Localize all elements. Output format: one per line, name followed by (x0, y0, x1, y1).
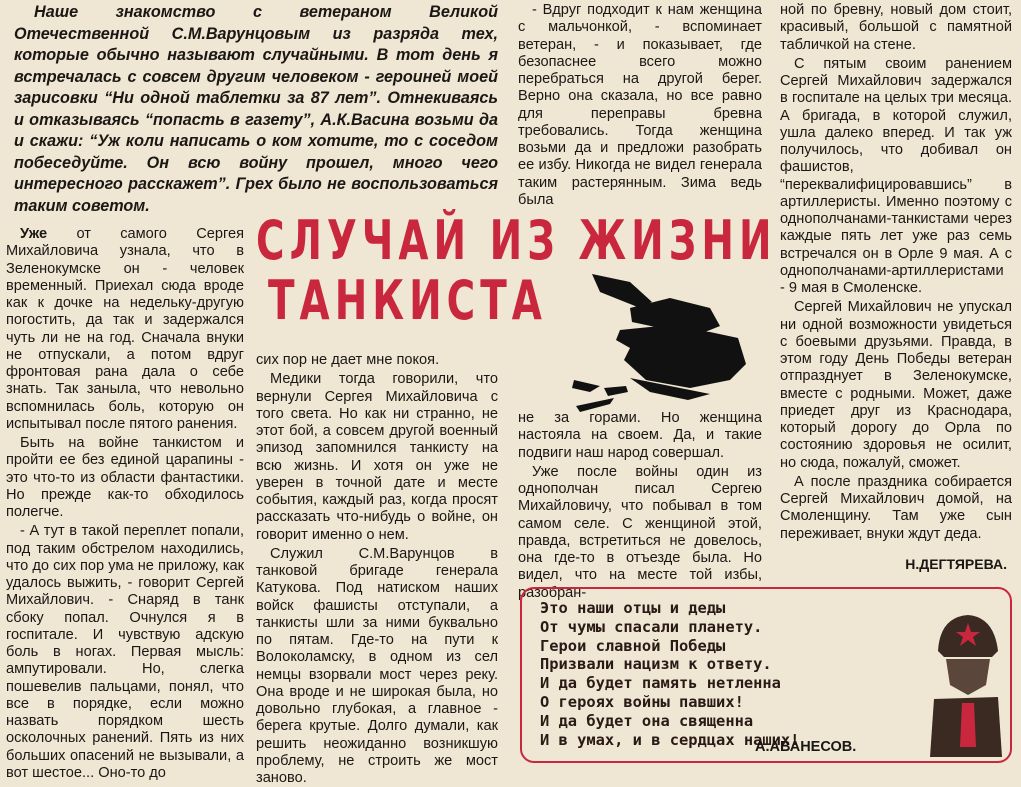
column3-paragraph-1: - Вдруг подходит к нам женщина с мальчонкой, - вспоминает ветеран, - и показывает, где безопаснее всего можно перебраться на другой берег. Верно она сказала, но все равно для переправы бревна требовались. Тогда женщина возьми да и предложи разобрать ее избу. Никогда не видел генерала таким растерянным. Зима ведь была (518, 2, 762, 208)
column3-paragraph-3: Уже после войны один из однополчан писал Сергею Михайловичу, что побывал в том самом селе. С женщиной этой, правда, встретиться не довелось, она где-то в отъезде была. Но видел, что на месте той избы, разобран- (518, 463, 762, 601)
column1-paragraph-2: Быть на войне танкистом и пройти ее без единой царапины - это что-то из области фантастики. Но прежде как-то обходилось полегче. (6, 435, 244, 520)
tank-silhouette-icon (570, 268, 768, 418)
column4-paragraph-2: Сергей Михайлович не упускал ни одной возможности увидеться с боевыми друзьями. Правда, в этом году День Победы ветеран отпразднует в Зеленокумске, вместе с родными. Может, даже приедет друг из Краснодара, который дорогу до Орла по состоянию здоровья не осилит, но сюда, пожалуй, сможет. (780, 299, 1012, 471)
article-column-3-top (518, 2, 762, 209)
poem-line: И да будет она священна (540, 711, 754, 730)
column1-paragraph-3: - А тут в такой переплет попали, под таким обстрелом находились, что до сих пор ума не приложу, как удалось выжить, - говорит Сергей Михайлович. - Снаряд в танк сбоку попал. Очнулся я в госпитале. И чувствую адскую боль в ногах. Первая мысль: ампутировали. Но, слегка пошевелив пальцами, понял, что все в порядке, если можно назвать порядком шесть осколочных ранений. Пять из них больших опасений не вызывали, а вот шестое... Оно-то до (6, 523, 244, 781)
poem-line: О героях войны павших! (540, 692, 744, 711)
poem-text (540, 599, 799, 749)
article-column-3-bottom (518, 410, 762, 602)
author-signature: Н.ДЕГТЯРЕВА. (905, 556, 1007, 572)
poem-line: Призвали нацизм к ответу. (540, 655, 772, 674)
column1-paragraph-1 (6, 226, 244, 433)
poem-line: Это наши отцы и деды (540, 599, 726, 617)
column3-paragraph-2: не за горами. Но женщина настояла на своем. Да, и такие подвиги наш народ совершал. (518, 410, 762, 461)
poem-line: И да будет память нетленна (540, 674, 781, 693)
poem-author: А.АВАНЕСОВ. (755, 739, 857, 755)
column2-paragraph-0: сих пор не дает мне покоя. (256, 352, 440, 368)
column1-paragraph-1-text: от самого Сергея Михайловича узнала, что в Зеленокумске он - человек временный. Приехал сюда вроде как к дочке на недельку-другую погостить, да так и задержался чуть ли не на год. Сначала внуки не отпускали, а потом вдруг фронтовая рана дала о себе знать. Так заныла, что невольно вспомнилась боль, которую он испытывал после пятого ранения. (6, 226, 244, 432)
article-column-2 (256, 352, 498, 787)
lead-word: Уже (20, 226, 48, 242)
article-column-4 (780, 2, 1012, 543)
column4-paragraph-0: ной по бревну, новый дом стоит, красивый, большой с памятной табличкой на стене. (780, 2, 1012, 53)
poem-line: Герои славной Победы (540, 636, 726, 655)
soldier-helmet-icon (928, 607, 1004, 757)
poem-line: От чумы спасали планету. (540, 617, 763, 636)
column2-paragraph-2: Служил С.М.Варунцов в танковой бригаде генерала Катукова. Под натиском наших войск фашисты отступали, а танкисты шли за ними буквально по пятам. Где-то на пути к Волоколамску, в одном из сел немцы взорвали мост через реку. Она вроде и не широкая была, но довольно глубокая, а главное - берега крутые. Долго думали, как решить неожиданно возникшую проблему, не строить же мост заново. (256, 545, 498, 786)
title-line-1: СЛУЧАЙ ИЗ ЖИЗНИ (256, 209, 777, 272)
poem-box (520, 587, 1012, 763)
column4-paragraph-3: А после праздника собирается Сергей Михайлович домой, на Смоленщину. Там уже сын переживает, внуки ждут деда. (780, 473, 1012, 542)
title-line-2: ТАНКИСТА (268, 269, 547, 332)
article-column-1 (6, 226, 244, 782)
intro-paragraph: Наше знакомство с ветераном Великой Отечественной С.М.Варунцовым из разряда тех, которые обычно называют случайными. В тот день я встречалась с совсем другим человеком - героиней моей зарисовки “Ни одной таблетки за 87 лет”. Отнекиваясь и отказываясь “попасть в газету”, А.К.Васина возьми да и скажи: “Уж коли написать о ком хотите, то с соседом побеседуйте. Он всю войну прошел, много чего интересного расскажет”. Грех было не воспользоваться таким советом. (14, 3, 498, 215)
poem-line: И в умах, и в сердцах наших! (540, 730, 800, 749)
column2-paragraph-1: Медики тогда говорили, что вернули Сергея Михайловича с того света. Но как ни странно, не этот бой, а совсем другой военный эпизод запомнился танкисту на всю жизнь. И хотя он уже не уверен в точной дате и месте события, каждый раз, когда просят рассказать что-нибудь о войне, он говорит именно о нем. (256, 371, 498, 543)
column4-paragraph-1: С пятым своим ранением Сергей Михайлович задержался в госпитале на целых три месяца. А бригада, в которой служил, ушла далеко вперед. И так уж получилось, что добивал он фашистов, “переквалифицировавшись” в артиллеристы. Именно поэтому с однополчанами-танкистами через каждые пять лет уже раз семь встречался он в Орле 9 мая. А с однополчанами-артиллеристами - 9 мая в Смоленске. (780, 55, 1012, 296)
